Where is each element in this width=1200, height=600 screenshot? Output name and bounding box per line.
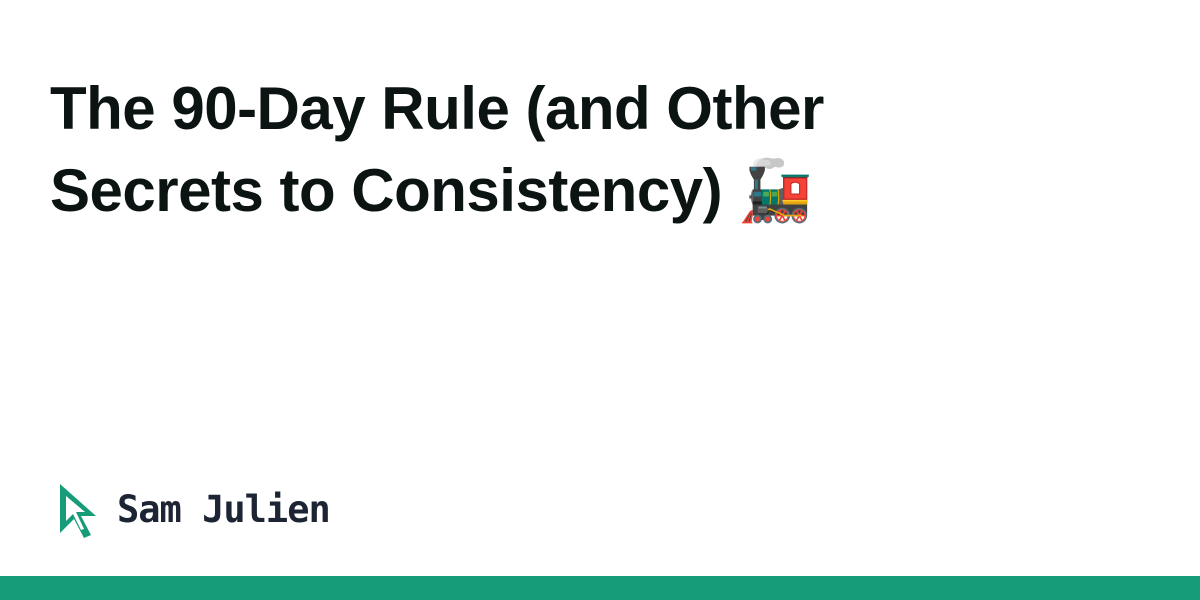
- post-title-text: The 90-Day Rule (and Other Secrets to Consistency): [50, 75, 824, 224]
- post-title: [50, 68, 950, 232]
- author-byline: [56, 478, 330, 542]
- author-name: Sam Julien: [117, 488, 330, 531]
- cursor-arrow-icon: [56, 480, 100, 540]
- brand-footer-bar: [0, 576, 1200, 600]
- train-icon: 🚂: [738, 156, 813, 226]
